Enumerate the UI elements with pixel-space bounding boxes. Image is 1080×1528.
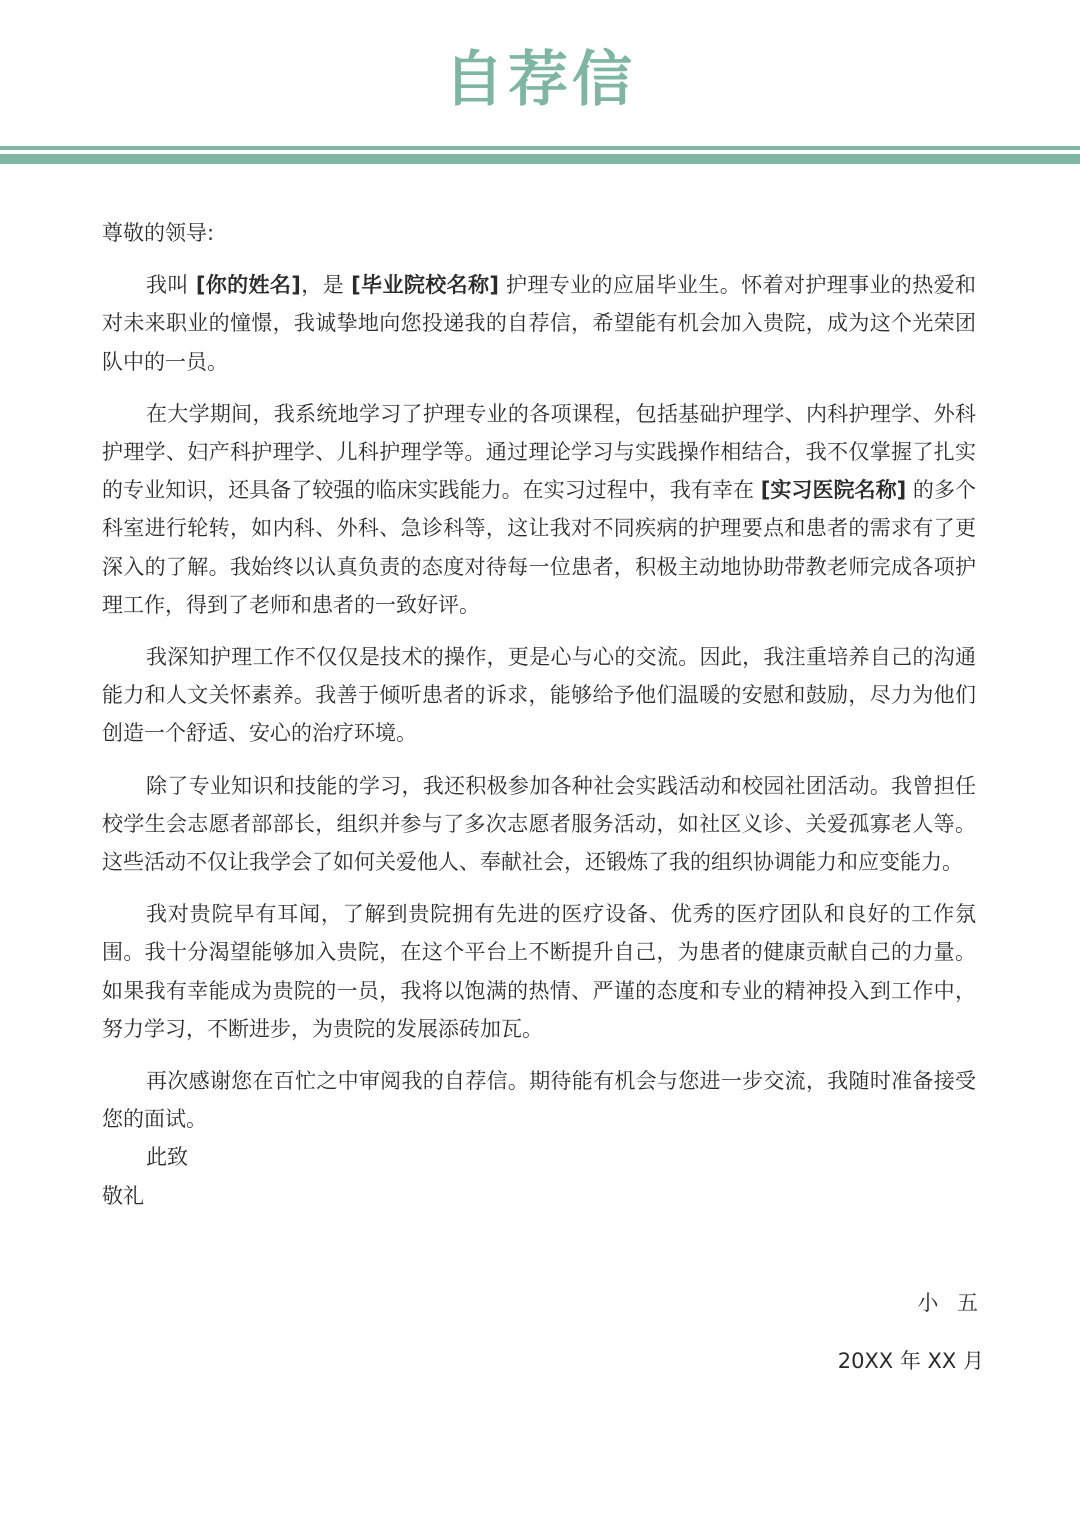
paragraph-intro: [102, 266, 976, 381]
name-placeholder: [你的姓名]: [195, 273, 301, 298]
paragraph-aspiration: 我对贵院早有耳闻，了解到贵院拥有先进的医疗设备、优秀的医疗团队和良好的工作氛围。我十分渴望能够加入贵院，在这个平台上不断提升自己，为患者的健康贡献自己的力量。如果我有幸能成为贵院的一员，我将以饱满的热情、严谨的态度和专业的精神投入到工作中，努力学习，不断进步，为贵院的发展添砖加瓦。: [102, 902, 976, 1041]
paragraph-intro-text-1: 我叫: [146, 273, 196, 298]
letter-body: [102, 214, 976, 1215]
closing-cizhi: 此致: [146, 1145, 188, 1170]
paragraph-education-text-1: 在大学期间，我系统地学习了护理专业的各项课程，包括基础护理学、内科护理学、外科护理学、妇产科护理学、儿科护理学等。通过理论学习与实践操作相结合，我不仅掌握了扎实的专业知识，还具备了较强的临床实践能力。在实习过程中，我有幸在: [102, 401, 976, 503]
letter-date: 20XX 年 XX 月: [837, 1349, 984, 1373]
paragraph-intro-text-3: 护理专业的应届毕业生。怀着对护理事业的热爱和对未来职业的憧憬，我诚挚地向您投递我的自荐信，希望能有机会加入贵院，成为这个光荣团队中的一员。: [102, 273, 976, 374]
paragraph-thanks: 再次感谢您在百忙之中审阅我的自荐信。期待能有机会与您进一步交流，我随时准备接受您的面试。: [102, 1069, 976, 1132]
greeting: 尊敬的领导:: [102, 221, 215, 245]
header-divider-thick: [0, 154, 1080, 164]
hospital-placeholder: [实习医院名称]: [760, 478, 907, 503]
letter-title: 自荐信: [444, 45, 636, 115]
school-placeholder: [毕业院校名称]: [351, 273, 499, 298]
paragraph-communication: 我深知护理工作不仅仅是技术的操作，更是心与心的交流。因此，我注重培养自己的沟通能力和人文关怀素养。我善于倾听患者的诉求，能够给予他们温暖的安慰和鼓励，尽力为他们创造一个舒适、安心的治疗环境。: [102, 645, 976, 746]
paragraph-education-text-2: 的多个科室进行轮转，如内科、外科、急诊科等，这让我对不同疾病的护理要点和患者的需求有了更深入的了解。我始终以认真负责的态度对待每一位患者，积极主动地协助带教老师完成各项护理工作，得到了老师和患者的一致好评。: [102, 478, 976, 617]
header-divider-thin: [0, 146, 1080, 150]
paragraph-activities: 除了专业知识和技能的学习，我还积极参加各种社会实践活动和校园社团活动。我曾担任校学生会志愿者部部长，组织并参与了多次志愿者服务活动，如社区义诊、关爱孤寡老人等。这些活动不仅让我学会了如何关爱他人、奉献社会，还锻炼了我的组织协调能力和应变能力。: [102, 773, 976, 875]
paragraph-intro-text-2: ，是: [300, 273, 352, 298]
paragraph-education: [102, 395, 976, 624]
signature: 小 五: [917, 1291, 984, 1315]
closing-jingli: 敬礼: [102, 1183, 144, 1208]
